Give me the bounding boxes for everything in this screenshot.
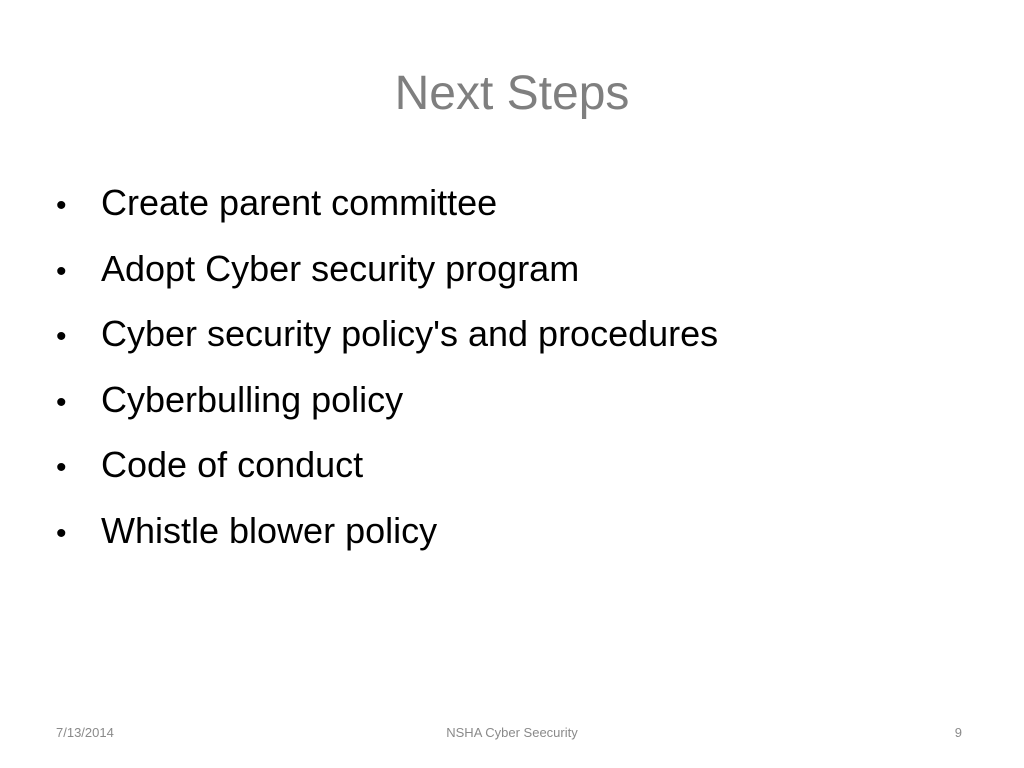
bullet-icon: • — [56, 385, 67, 419]
bullet-item — [56, 444, 976, 510]
bullet-list — [56, 182, 976, 575]
bullet-text: Adopt Cyber security program — [101, 247, 580, 289]
bullet-text: Create parent committee — [101, 182, 498, 223]
bullet-item — [56, 182, 976, 248]
bullet-icon: • — [56, 254, 67, 288]
bullet-text: Cyberbulling policy — [101, 378, 404, 420]
bullet-text: Whistle blower policy — [101, 509, 438, 551]
bullet-item — [56, 248, 976, 314]
bullet-icon: • — [56, 189, 67, 222]
bullet-icon: • — [56, 451, 67, 484]
bullet-item — [56, 510, 976, 576]
bullet-text: Cyber security policy's and procedures — [101, 313, 719, 354]
footer-date: 7/13/2014 — [56, 725, 114, 740]
bullet-item — [56, 313, 976, 379]
slide-title: Next Steps — [394, 67, 630, 120]
bullet-item — [56, 379, 976, 445]
bullet-icon: • — [56, 516, 67, 550]
bullet-text: Code of conduct — [101, 444, 364, 485]
footer-title: NSHA Cyber Seecurity — [446, 725, 578, 740]
slide-number: 9 — [954, 725, 962, 740]
bullet-icon: • — [56, 320, 67, 353]
